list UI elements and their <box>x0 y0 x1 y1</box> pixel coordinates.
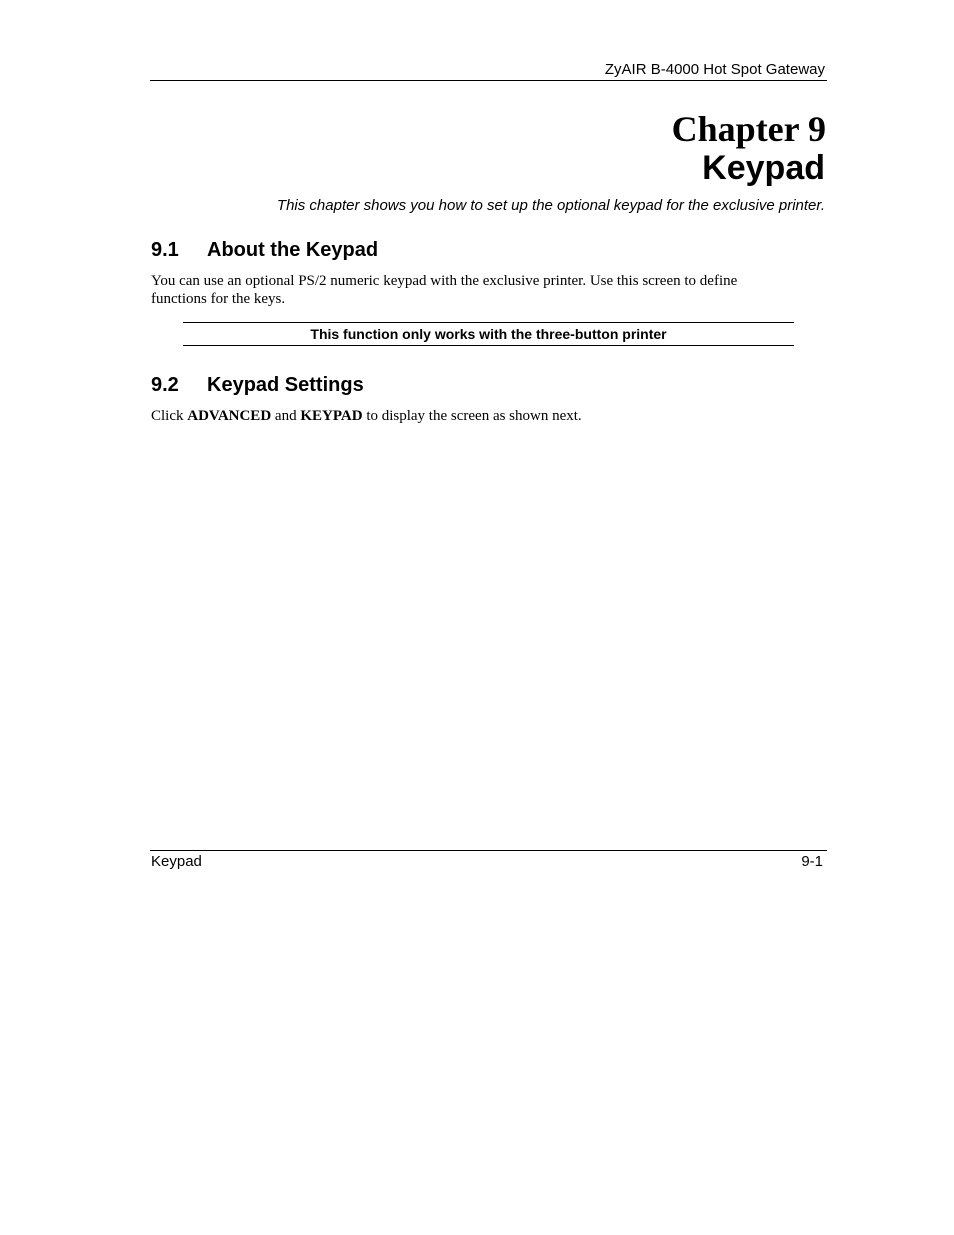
note-box: This function only works with the three-button printer <box>183 322 794 346</box>
section-number: 9.1 <box>151 239 179 261</box>
chapter-intro: This chapter shows you how to set up the optional keypad for the exclusive printer. <box>276 197 825 214</box>
footer-divider <box>150 850 827 851</box>
section-heading-keypad-settings <box>151 373 364 397</box>
chapter-title: Keypad <box>702 149 825 187</box>
about-keypad-paragraph: You can use an optional PS/2 numeric keypad with the exclusive printer. Use this screen to define functions for the keys. <box>151 273 738 307</box>
footer-chapter-name: Keypad <box>151 853 202 870</box>
text-fragment: to display the screen as shown next. <box>362 408 582 424</box>
section-heading-about-keypad <box>151 238 378 262</box>
advanced-menu-term: ADVANCED <box>187 408 272 424</box>
text-fragment: Click <box>151 408 188 424</box>
chapter-label: Chapter 9 <box>671 109 826 149</box>
text-fragment: and <box>271 408 301 424</box>
running-header: ZyAIR B-4000 Hot Spot Gateway <box>604 61 825 78</box>
header-divider <box>150 80 827 81</box>
section-number: 9.2 <box>151 374 179 396</box>
section-title: Keypad Settings <box>207 374 364 396</box>
section-title: About the Keypad <box>207 239 379 261</box>
keypad-settings-paragraph <box>151 407 791 425</box>
page-number: 9-1 <box>801 853 823 870</box>
keypad-menu-term: KEYPAD <box>300 408 363 424</box>
